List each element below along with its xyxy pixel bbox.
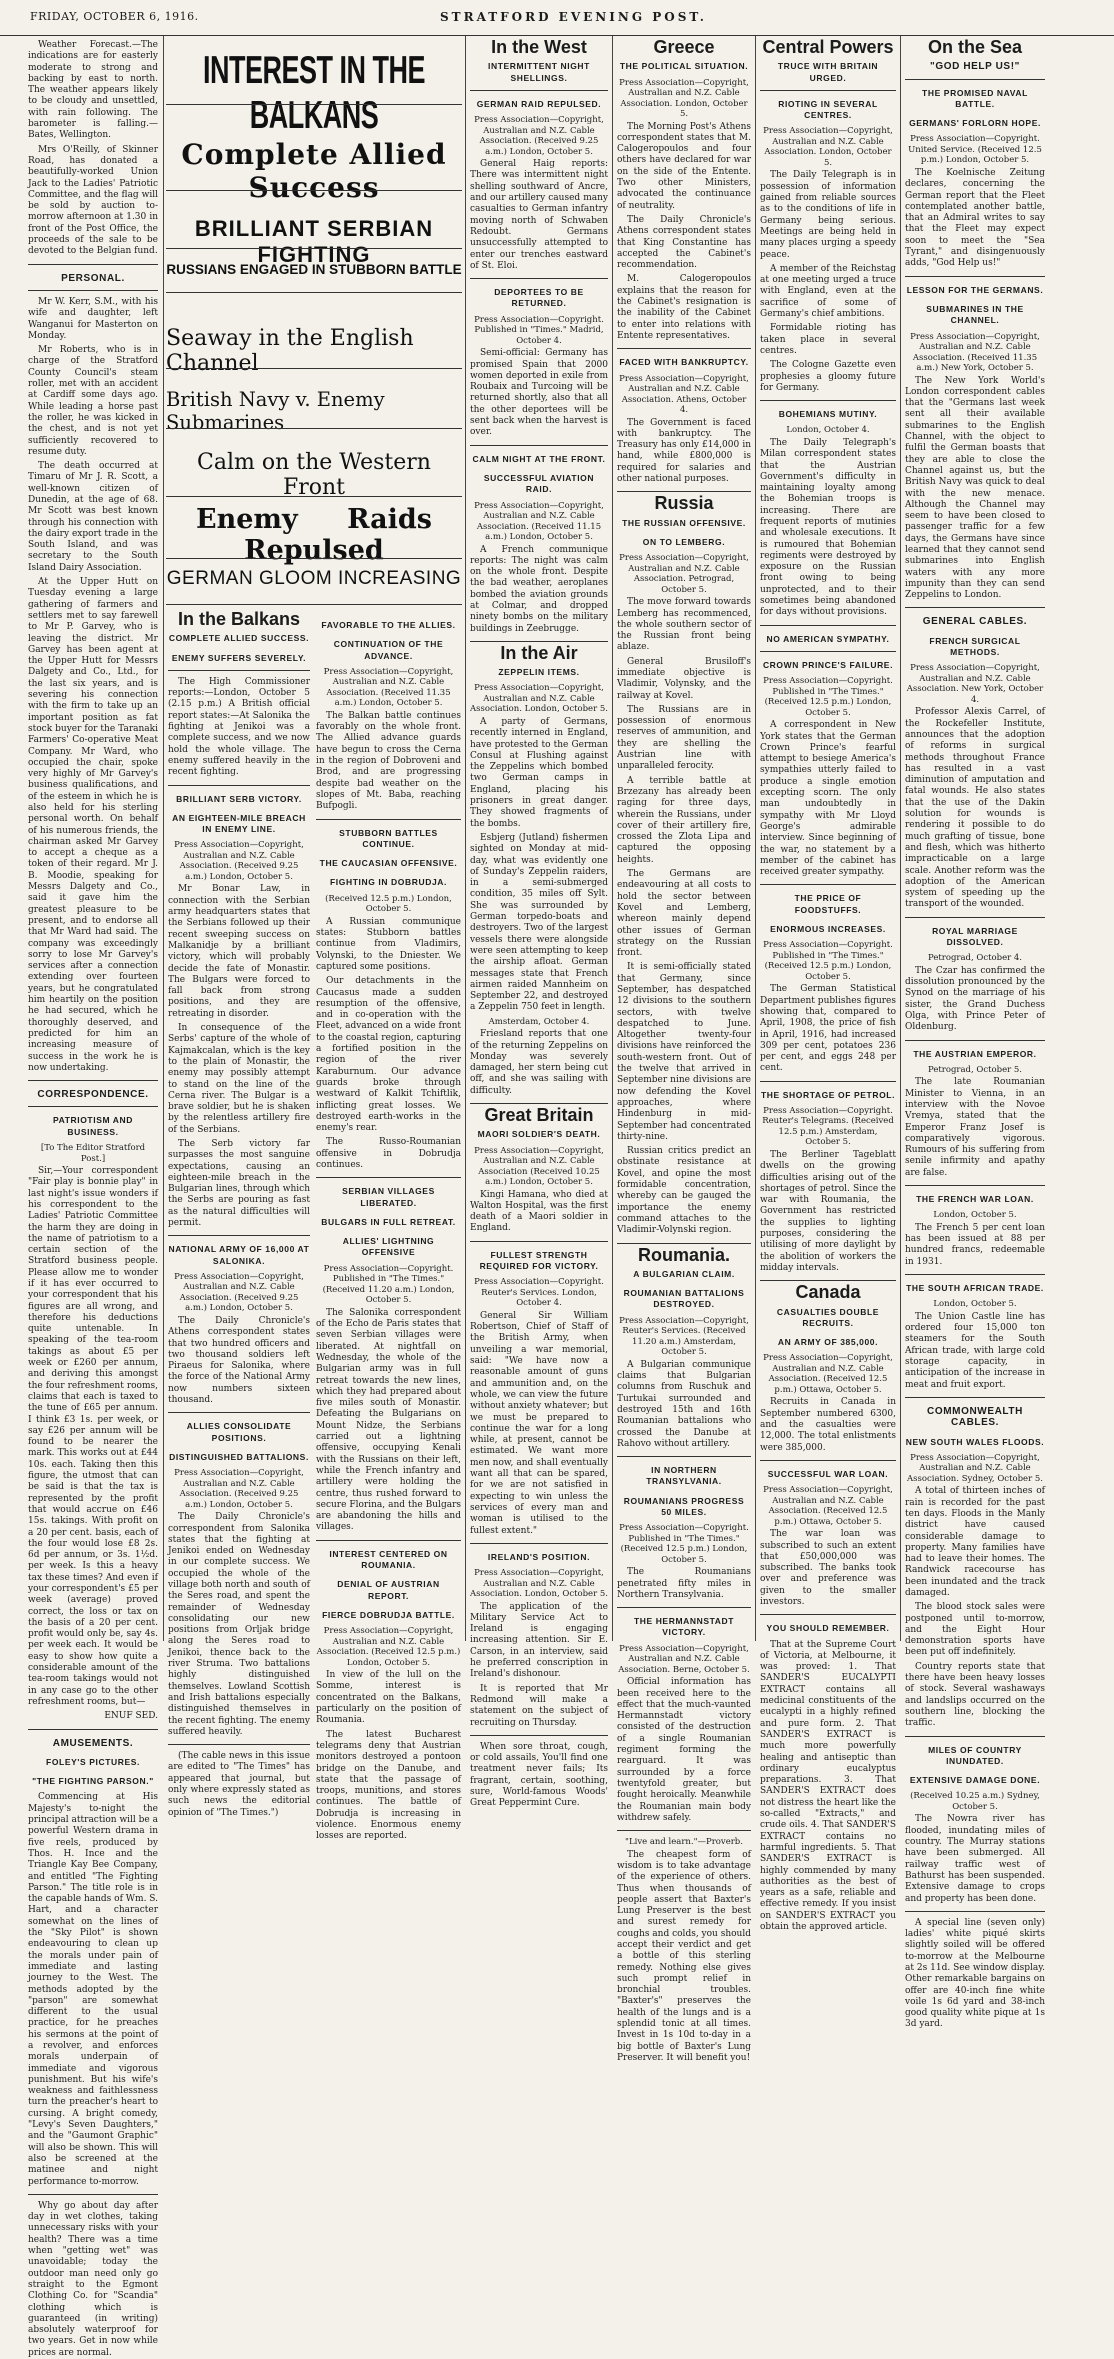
letter-body: Sir,—Your correspondent "Fair play is bonnie play" in last night's issue wonders if his correspondent to the Ladies' Patriotic Committee the harm they are doing in the name of patriotism to a certain section of the Stratford business people. Please allow me to wonder if it has ever occurred to your correspondent that his figures are all wrong, and therefore his deductions quite untenable. In speaking of the tea-room takings as about £5 per week or £260 per annum, and deriving this amongst the four refreshment rooms, claims that each is taxed to the tune of £65 per annum. I think £3 1s. per week, or say £26 per annum will be found to be nearer the mark. This works out at £44 10s. each. Taking then this figure, the utmost that can be said is that the tax is represented by the profit that would accrue on £46 15s. takings. With profit on a 20 per cent. basis, each of the four would lose £8 2s. 6d per annum, or 3s. 1½d. per week. Is this a heavy tax these times? And even if your correspondent's £5 per week (average) proved correct, the loss or tax on the basis of a 20 per cent. profit would only be, say 4s. per week each. It would be easy to show how quite a considerable amount of the tea-room takings would not in any case go to the other refreshment rooms, but—: [28, 1166, 158, 1707]
article-para: The Morning Post's Athens correspondent states that M. Calogeropoulos and four others have declared for war on the side of the Entente. Two other Ministers, advocated the continuance of neutrality.: [617, 121, 751, 211]
press-credit: Press Association—Copyright, Australian and N.Z. Cable Association. (Received 11.35 a.m.) London, October 5.: [323, 666, 454, 709]
article-para: A Russian communique states: Stubborn battles continue from Vladimirs, Volynski, to the Dniester. We captured some positions.: [316, 916, 461, 972]
subhead: THE POLITICAL SITUATION.: [619, 61, 749, 72]
article-para: The Daily Chronicle's Athens correspondent states that King Constantine has accepted the Cabinet's recommendation.: [617, 214, 751, 271]
personal-heading: PERSONAL.: [61, 272, 125, 284]
greece-column: [617, 37, 751, 2063]
subhead: ROYAL MARRIAGE DISSOLVED.: [932, 925, 1018, 948]
article-para: Kingi Hamana, who died at Walton Hospital, was the first death of a Maori soldier in England.: [470, 1189, 608, 1234]
article-para: Friesland reports that one of the returning Zeppelins on Monday was severely damaged, her stern being cut off, and she was sailing with difficulty.: [470, 1029, 608, 1096]
article-para: It is reported that Mr Redmond will make a statement on the subject of recruiting on Thursday.: [470, 1683, 608, 1728]
press-credit: London, October 4.: [786, 425, 870, 436]
article-para: The Koelnische Zeitung declares, concerning the German report that the Fleet contemplated another battle, that an Admiral writes to say that the Fleet may expect soon to meet the "Sea Tyrant," and disingenuously adds, "God Help us!": [905, 167, 1045, 269]
article-para: The Daily Chronicle's correspondent from Salonika states that the fighting at Jenikoi ended on Wednesday in our complete success. We occupied the whole of the village both north and south of the Seres road, and spent the remainder of Wednesday consolidating our new positions from Orljak bridge along the Seres road to Jenikoi, thence back to the river Struma. Two battalions highly distinguished themselves. Lowland Scottish and Irish battalions especially distinguished themselves in the recent fighting. The enemy suffered heavily.: [168, 1512, 310, 1737]
article-para: The Czar has confirmed the dissolution pronounced by the Synod on the marriage of his sister, the Grand Duchess Olga, with Prince Peter of Oldenburg.: [905, 965, 1045, 1033]
subhead: TRUCE WITH BRITAIN URGED.: [777, 61, 879, 83]
subhead: STUBBORN BATTLES CONTINUE.: [339, 827, 438, 849]
article-para: The German Statistical Department publishes figures showing that, compared to April, 1908, the price of fish in April, 1916, had increased 309 per cent, potatoes 236 per cent, and eggs 248 per cent.: [760, 984, 896, 1074]
subhead: MAORI SOLDIER'S DEATH.: [477, 1129, 601, 1140]
column-rule: [612, 36, 613, 1641]
subhead: ENEMY SUFFERS SEVERELY.: [171, 652, 307, 663]
press-credit: Press Association—Copyright, Australian and N.Z. Cable Association. Petrograd, October 5.: [619, 553, 749, 595]
subhead: FACED WITH BANKRUPTCY.: [619, 357, 749, 368]
article-para: The New York World's London correspondent cables that the "Germans last week sent all their available submarines to the English Channel, with the object to fulfil the German boasts that they are able to close the Channel against us, but the British Navy was quick to deal with the new menace. Although the Channel may seem to have been closed to passenger traffic for a few days, the Germans have since learned that they cannot send submarines into English waters with any more impunity than they can send Zeppelins to London.: [905, 375, 1045, 601]
greece-heading: Greece: [653, 37, 715, 57]
subhead: AN ARMY OF 385,000.: [777, 1337, 879, 1348]
article-para: The Russo-Roumanian offensive in Dobrudja continues.: [316, 1137, 461, 1170]
subhead: RIOTING IN SEVERAL CENTRES.: [778, 98, 878, 121]
article-para: The High Commissioner reports:—London, October 5 (2.15 p.m.) A British official report states:—At Salonika the fighting at Jenikoi was a complete success, and we now hold the whole village. The enemy suffered heavily in the recent fighting.: [168, 676, 310, 778]
subhead: CALM NIGHT AT THE FRONT.: [472, 453, 606, 464]
article-para: The Roumanians penetrated fifty miles in Northern Transylvania.: [617, 1567, 751, 1600]
baxters-ad: The cheapest form of wisdom is to take advantage of the experience of others. Thus when thousands of people assert that Baxter's Lung Preserver is the best and surest remedy for coughs and colds, you should accept their verdict and get a bottle of this sterling remedy. Nothing else gives such prompt relief in bronchial troubles. "Baxter's" preserves the health of the lungs and is a splendid tonic at all times. Invest in 1s 10d to-day in a big bottle of Baxter's Lung Preserver. It will benefit you!: [617, 1849, 751, 2063]
article-para: The Government is faced with bankruptcy. The Treasury has only £14,000 in hand, while £800,000 is required for salaries and other national purposes.: [617, 417, 751, 485]
column-rule: [465, 36, 466, 1641]
subhead: BULGARS IN FULL RETREAT.: [321, 1216, 456, 1227]
subhead: SERBIAN VILLAGES LIBERATED.: [342, 1186, 435, 1208]
article-para: The Salonika correspondent of the Echo de Paris states that seven Serbian villages were liberated. At nightfall on Wednesday, the whole of the Bulgarian army was in full retreat towards the new lines, which they had prepared about five miles south of Monastir. Defeating the Bulgarians on Mount Nidze, the Serbians carried out a lightning offensive, occupying Kenali with the Russians on their left, while the French infantry and artillery were holding the centre, thus rushed forward to secure Florina, and the Bulgars are abandoning the hills and villages.: [316, 1307, 461, 1533]
west-column: [470, 37, 608, 1809]
press-credit: Amsterdam, October 4.: [488, 1016, 590, 1027]
article-para: Recruits in Canada in September numbered 6300, and the casualties were 12,000. The total enlistments were 385,000.: [760, 1397, 896, 1453]
article-para: The Germans are endeavouring at all costs to hold the sector between Kovel and Lemberg, whereon mainly depend other issues of German strategy on the Russian front.: [617, 869, 751, 959]
subhead: THE PROMISED NAVAL BATTLE.: [922, 87, 1028, 109]
article-para: The Cologne Gazette even prophesies a gloomy future for Germany.: [760, 360, 896, 393]
correspondence-heading: CORRESPONDENCE.: [37, 1089, 149, 1101]
article-para: The Russians are in possession of enormous reserves of ammunition, and they are shelling the Austrian line with unparalleled ferocity.: [617, 704, 751, 772]
article-para: M. Calogeropoulos explains that the reason for the Cabinet's resignation is the inability of the Cabinet to enter into relations with Entente representatives.: [617, 274, 751, 341]
subhead: CONTINUATION OF THE ADVANCE.: [333, 639, 444, 661]
column-rule: [900, 36, 901, 1641]
roumania-heading: Roumania.: [637, 1244, 730, 1265]
melbourne-skirts-ad: A special line (seven only) ladies' white piqué skirts slightly soiled will be offered to-morrow at the Melbourne at 2s 11d. See window display. Other remarkable bargains on offer are 40-inch fine white voile 1s 6d yard and 38-inch good quality white pique at 1s 3d yard.: [905, 1917, 1045, 2030]
article-para: The latest Bucharest telegrams deny that Austrian monitors destroyed a pontoon bridge on the Danube, and state that the passage of troops, munitions, and stores continues. The battle of Dobrudja is increasing in violence. Enormous enemy losses are reported.: [316, 1729, 461, 1842]
article-para: Formidable rioting has taken place in several centres.: [760, 323, 896, 356]
subhead: INTERMITTENT NIGHT SHELLINGS.: [488, 61, 590, 83]
article-para: The late Roumanian Minister to Vienna, in an interview with the Novoe Vremya, stated that the Emperor Franz Josef is comparatively vigorous. Rumours of his suffering from senile infirmity and apathy are false.: [905, 1077, 1045, 1178]
subhead: THE RUSSIAN OFFENSIVE.: [622, 517, 746, 528]
article-para: The blood stock sales were postponed until to-morrow, and the Eight Hour demonstration sports have been put off indefinitely.: [905, 1602, 1045, 1658]
issue-date: FRIDAY, OCTOBER 6, 1916.: [30, 10, 199, 23]
article-para: A terrible battle at Brzezany has already been raging for three days, wherein the Russians, under cover of their artillery fire, crossed the Zlota Lipa and captured the opposing heights.: [617, 775, 751, 865]
article-para: Russian critics predict an obstinate resistance at Kovel, and opine the most formidable concentration, whereby can be gauged the importance the enemy command attaches to the Vladimir-Volynski region.: [617, 1146, 751, 1236]
subhead: SUBMARINES IN THE CHANNEL.: [926, 303, 1024, 326]
article-para: A total of thirteen inches of rain is recorded for the past ten days. Floods in the Manly district have caused considerable damage to property. Many families have had to leave their homes. The Randwick racecourse has been inundated and the track damaged.: [905, 1486, 1045, 1598]
article-para: Our detachments in the Caucasus made a sudden resumption of the offensive, and in co-operation with the Fleet, advanced on a wide front to the coastal region, capturing a fortified position in the region of the river Karaburnum. Our advance guards broke through westward of Kalkit Tchiftlik, inflicting great losses. We destroyed earth-works in the enemy's rear.: [316, 976, 461, 1134]
press-credit: Press Association—Copyright, Australian and N.Z. Cable Association. London, October 5.: [619, 77, 749, 120]
article-para: A party of Germans, recently interned in England, have protested to the German Consul at Flushing against the Zeppelins which bombed two German camps in England, placing his prisoners in great danger. They showed fragments of the bombs.: [470, 716, 608, 829]
article-para: A correspondent in New York states that the German Crown Prince's fearful attempt to besiege America's sympathies utterly failed to produce a single emotion excepting scorn. The only man undoubtedly in sympathy with Mr Lloyd George's admirable interview. Since beginning of the war, no statement by a member of the cabinet has received greater sympathy.: [760, 720, 896, 878]
press-credit: Press Association—Copyright, Australian and N.Z. Cable Association. (Received 9.25 a.m.) London, October 5.: [174, 840, 304, 882]
subhead: THE AUSTRIAN EMPEROR.: [913, 1048, 1037, 1059]
subhead: GERMAN RAID REPULSED.: [476, 98, 602, 109]
sea-column: [905, 37, 1045, 2030]
press-credit: Press Association—Copyright, Australian and N.Z. Cable Association. (Received 9.25 a.m.) London, October 5.: [474, 115, 604, 157]
subhead: ALLIES CONSOLIDATE POSITIONS.: [186, 1421, 292, 1443]
press-credit: Press Association—Copyright, Australian and N.Z. Cable Association. New York, October 4.: [906, 663, 1044, 705]
proverb-quote: "Live and learn."—Proverb.: [625, 1837, 743, 1848]
paper-title: STRATFORD EVENING POST.: [440, 10, 707, 24]
press-credit: Press Association—Copyright, Australian and N.Z. Cable Association. Athens, October 4.: [619, 373, 749, 416]
subhead: BOHEMIANS MUTINY.: [778, 409, 878, 420]
headline-german-gloom: GERMAN GLOOM INCREASING: [166, 568, 462, 589]
canada-heading: Canada: [795, 1282, 861, 1303]
left-column: [28, 40, 158, 2358]
article-para: The Nowra river has flooded, inundating miles of country. The Murray stations have been submerged. All railway traffic west of Bathurst has been suspended. Extensive damage to crops and property has been done.: [905, 1814, 1045, 1904]
masthead: [0, 0, 1114, 36]
patriotism-heading: PATRIOTISM AND BUSINESS.: [52, 1115, 133, 1137]
press-credit: Press Association—Copyright. United Service. (Received 12.5 p.m.) London, October 5.: [908, 134, 1042, 166]
subhead: AN EIGHTEEN-MILE BREACH IN ENEMY LINE.: [172, 812, 306, 835]
central-powers-heading: Central Powers: [762, 37, 894, 57]
press-credit: Press Association—Copyright. Published in "The Times." (Received 12.5 p.m.) London, October 5.: [763, 676, 893, 718]
scott-item: The death occurred at Timaru of Mr J. R. Scott, a well-known citizen of Dunedin, at the age of 68. Mr Scott was best known through his connection with the dairy export trade in the South Island, and was secretary to the South Island Dairy Association.: [28, 461, 158, 573]
subhead: ZEPPELIN ITEMS.: [498, 667, 580, 678]
russia-heading: Russia: [654, 493, 714, 514]
article-para: Esbjerg (Jutland) fishermen sighted on Monday at mid-day, what was evidently one of Sunday's Zeppelin raiders, in a semi-submerged condition, 35 miles off Sylt. She was surrounded by German torpedo-boats and destroyers. Two of the largest vessels there were alongside were seen attempting to keep the airship afloat. German messages state that French airmen raided Mannheim on September 22, and destroyed a Zeppelin 750 feet in length.: [470, 832, 608, 1013]
press-credit: Press Association—Copyright, Australian and N.Z. Cable Association. (Received 12.5 p.m.) Ottawa, October 5.: [763, 1485, 893, 1527]
subhead: FIGHTING IN DOBRUDJA.: [330, 877, 447, 888]
article-para: A Bulgarian communique claims that Bulgarian columns from Ruschuk and Turtukai surrounded and destroyed 15th and 16th Roumanian battalions who crossed the Danube at Rahovo without artillery.: [617, 1359, 751, 1449]
subhead: NATIONAL ARMY OF 16,000 AT SALONIKA.: [168, 1244, 310, 1266]
article-para: Professor Alexis Carrel, of the Rockefeller Institute, announces that the adoption of reforms in surgical methods throughout France has resulted in a vast diminution of amputation and fatal wounds. He also states that the use of the Dakin solution for wounds is rendering it possible to do much grafting of tissue, bone and flesh, which was hitherto impracticable on a large scale. Another reform was the adoption of the American system of speeding up the transport of the wounded.: [905, 707, 1045, 910]
press-credit: Press Association—Copyright, Australian and N.Z. Cable Association. (Received 12.5 p.m.) London, October 5.: [316, 1626, 461, 1668]
press-credit: Petrograd, October 5.: [928, 1064, 1022, 1075]
subhead: SUCCESSFUL AVIATION RAID.: [483, 472, 595, 495]
article-para: A member of the Reichstag at one meeting urged a truce with England, even at the sacrifice of some of Germany's chief ambitions.: [760, 263, 896, 320]
headline-seaway: Seaway in the English Channel: [166, 326, 414, 376]
press-credit: Press Association—Copyright. Published in "The Times." (Received 12.5 p.m.) London, October 5.: [619, 1523, 749, 1565]
article-para: The move forward towards Lemberg has recommenced, the whole southern sector of the Russian front being ablaze.: [617, 597, 751, 653]
column-rule: [755, 36, 756, 1641]
article-para: The application of the Military Service Act to Ireland is engaging increasing attention. Sir E. Carson, in an interview, said he preferred conscription in Ireland's dishonour.: [470, 1601, 608, 1680]
subhead: DENIAL OF AUSTRIAN REPORT.: [337, 1579, 440, 1601]
press-credit: Press Association—Copyright, Australian and N.Z. Cable Association (Received 10.25 a.m.) London, October 5.: [474, 1145, 604, 1188]
editorial-note: (The cable news in this issue are edited to "The Times" has appeared that journal, but only where expressly stated as such news the editorial opinion of "The Times."): [168, 1751, 310, 1818]
headline-serbian-fighting: BRILLIANT SERBIAN FIGHTING: [194, 216, 434, 267]
subhead: DEPORTEES TO BE RETURNED.: [494, 287, 584, 309]
headline-balkans: INTEREST IN THE BALKANS: [202, 48, 425, 137]
press-credit: Press Association—Copyright. Published in "Times." Madrid, October 4.: [474, 314, 604, 346]
headline-russians-battle: RUSSIANS ENGAGED IN STUBBORN BATTLE: [166, 262, 462, 277]
amusements-heading: AMUSEMENTS.: [52, 1737, 134, 1749]
article-para: In view of the lull on the Somme, interest is concentrated on the Balkans, particularly on the position of Roumania.: [316, 1670, 461, 1726]
subhead: FAVORABLE TO THE ALLIES.: [321, 620, 456, 630]
article-para: The Daily Telegraph's Milan correspondent states that the Austrian Government's difficulty in maintaining loyalty among the Bohemian troops is increasing. There are frequent reports of mutinies and wholesale executions. It is rumoured that Bohemian regiments were destroyed by exposure on the Russian front owing to being unprotected, and to their sometimes being abandoned for days without provisions.: [760, 437, 896, 618]
kerr-item: Mr W. Kerr, S.M., with his wife and daughter, left Wanganui for Masterton on Monday.: [28, 296, 158, 341]
subhead: ENORMOUS INCREASES.: [770, 924, 886, 935]
letter-signature: ENUF SED.: [104, 1711, 158, 1722]
subhead: THE PRICE OF FOODSTUFFS.: [794, 893, 862, 915]
peppermint-cure-ad: When sore throat, cough, or cold assails, You'll find one treatment never fails; Its fragrant, certain, soothing, sure, World-famous Woods' Great Peppermint Cure.: [470, 1741, 608, 1809]
press-credit: Press Association—Copyright, Australian and N.Z. Cable Association. (Received 9.25 a.m.) London, October 5.: [174, 1271, 304, 1314]
subhead: FRENCH SURGICAL METHODS.: [929, 635, 1021, 658]
subhead: THE SOUTH AFRICAN TRADE.: [906, 1283, 1044, 1294]
subhead: CROWN PRINCE'S FAILURE.: [762, 659, 894, 670]
fighting-parson-item: Commencing at His Majesty's to-night the principal attraction will be a powerful Western drama in five reels, produced by Thos. H. Ince and the Triangle Kay Bee Company, and entitled "The Fighting Parson." The title role is in the capable hands of Wm. S. Hart, and a character somewhat on the lines of the "Sky Pilot" is shown endeavouring to clean up the morals under pain of immediate and lasting journey to the West. The methods adopted by the "parson" are somewhat different to the usual practice, for he preaches his sermons at the point of a revolver, and enforces morals underpain of immediate and vigorous punishment. But his wife's weakness and faithlessness turn the preacher's heart to cursing. A bright comedy, "Levy's Seven Daughters," and the "Gaumont Graphic" will also be shown. This will also be screened at the matinee and night performance to-morrow.: [28, 1792, 158, 2187]
article-para: Official information has been received here to the effect that the much-vaunted Hermannstadt victory consisted of the destruction of a single Roumanian regiment forming the rearguard. It was surrounded by a force twentyfold greater, but fought heroically. Meanwhile the Roumanian main body withdrew safely.: [617, 1677, 751, 1823]
subhead: THE SHORTAGE OF PETROL.: [760, 1089, 896, 1100]
subhead: LESSON FOR THE GERMANS.: [906, 284, 1044, 295]
headline-western-front: Calm on the Western Front: [197, 450, 431, 500]
subhead: ALLIES' LIGHTNING OFFENSIVE: [342, 1236, 435, 1258]
roberts-item: Mr Roberts, who is in charge of the Stratford County Council's steam roller, met with an accident at Cardiff some days ago. While leading a horse past the roller, he was kicked in the chest, and is not yet sufficiently recovered to resume duty.: [28, 345, 158, 457]
press-credit: Press Association—Copyright, Reuter's Services. (Received 11.20 a.m.) Amsterdam, October 5.: [619, 1315, 749, 1358]
subhead: FULLEST STRENGTH REQUIRED FOR VICTORY.: [479, 1249, 599, 1272]
subhead: INTEREST CENTERED ON ROUMANIA.: [329, 1548, 448, 1570]
balkans-column-2: [316, 612, 461, 1842]
press-credit: London, October 5.: [933, 1210, 1017, 1221]
press-credit: (Received 12.5 p.m.) London, October 5.: [325, 893, 452, 915]
article-para: It is semi-officially stated that Germany, since September, has despatched 12 divisions to the southern sectors, with twelve despatched to June. Altogether twenty-four divisions have reinforced the south-western front. Out of the twelve that arrived in September nine divisions are now defending the Kovel approaches, where Hindenburg in mid-September had concentrated thirty-nine.: [617, 962, 751, 1142]
article-para: General Haig reports: There was intermittent night shelling southward of Ancre, and our artillery caused many casualties to German infantry moving north of Schwaben Redoubt. Germans unsuccessfully attempted to enter our trenches eastward of St. Eloi.: [470, 159, 608, 271]
subhead: DISTINGUISHED BATTALIONS.: [169, 1451, 309, 1462]
foleys-heading: FOLEY'S PICTURES.: [46, 1756, 140, 1767]
subhead: "GOD HELP US!": [930, 61, 1020, 73]
subhead: ROUMANIAN BATTALIONS DESTROYED.: [623, 1288, 745, 1310]
subhead: NO AMERICAN SYMPATHY.: [766, 633, 890, 644]
letter-address: [To The Editor Stratford Post.]: [40, 1143, 146, 1164]
great-britain-heading: Great Britain: [484, 1104, 594, 1125]
subhead: THE FRENCH WAR LOAN.: [916, 1194, 1034, 1205]
west-heading: In the West: [491, 37, 587, 57]
article-para: General Brusiloff's immediate objective is Vladimir, Volynsky, and the railway at Kovel.: [617, 656, 751, 701]
press-credit: Press Association—Copyright, Australian and N.Z. Cable Association. (Received 12.5 p.m.) Ottawa, October 5.: [763, 1353, 893, 1395]
press-credit: Press Association—Copyright. Reuter's Services. London, October 4.: [474, 1277, 604, 1309]
subhead: GENERAL CABLES.: [922, 616, 1028, 628]
press-credit: Petrograd, October 4.: [928, 953, 1022, 964]
article-para: Semi-official: Germany has promised Spain that 2000 women deported in exile from Roubaix and Turcoing will be returned shortly, also that all the other deportees will be sent back when the harvest is over.: [470, 348, 608, 438]
balkans-column: [168, 609, 310, 1818]
press-credit: Press Association—Copyright, Australian and N.Z. Cable Association. Sydney, October 5.: [907, 1452, 1043, 1484]
oreilly-item: Mrs O'Reilly, of Skinner Road, has donated a beautifully-worked Union Jack to the Ladies' Patriotic Committee, and the flag will be sold by auction to-morrow afternoon at 1.30 in front of the Post Office, the proceeds of the sale to be devoted to the Belgian fund.: [28, 144, 158, 257]
headline-navy-submarines: British Navy v. Enemy Submarines: [166, 388, 385, 434]
article-para: The Serb victory far surpasses the most sanguine expectations, causing an eighteen-mile breach in the Bulgarian lines, through which the Serbs are pouring as fast as the natural difficulties will permit.: [168, 1138, 310, 1229]
article-para: Mr Bonar Law, in connection with the Serbian army headquarters states that the Serbians followed up their recent sweeping success on Malkanidje by a brilliant victory, which will probably decide the fate of Monastir. The Bulgars were forced to fall back from strong positions, and they are retreating in disorder.: [168, 884, 310, 1019]
headline-allied-success: Complete Allied Success: [181, 138, 447, 204]
article-para: General Sir William Robertson, Chief of Staff of the British Army, when unveiling a war memorial, said: "We have now a reasonable amount of guns and ammunition and, on the whole, we can view the future without anxiety whatever; but we must be prepared to continue the war for a long while, at present, cannot be estimated. We want more men now, and shall eventually want all that can be spared, for we are not satisfied in expecting to win unless the services of every man and woman is utilised to the fullest extent.": [470, 1310, 608, 1536]
subhead: ROUMANIANS PROGRESS 50 MILES.: [623, 1495, 745, 1517]
press-credit: Press Association—Copyright, Australian and N.Z. Cable Association. London, October 5.: [470, 683, 608, 715]
press-credit: Press Association—Copyright, Australian and N.Z. Cable Association. (Received 11.15 a.m.) London, October 5.: [474, 500, 604, 543]
press-credit: Press Association—Copyright, Australian and N.Z. Cable Association. Berne, October 5.: [618, 1643, 750, 1675]
central-powers-column: [760, 37, 896, 1933]
subhead: IRELAND'S POSITION.: [487, 1551, 591, 1562]
subhead: THE CAUCASIAN OFFENSIVE.: [319, 858, 458, 869]
column-rule: [163, 36, 164, 1641]
article-para: The Daily Telegraph is in possession of information gained from reliable sources as to the conditions of life in Germany being serious. Meetings are being held in many places urging a speedy peace.: [760, 170, 896, 260]
egmont-clothing-ad: Why go about day after day in wet clothes, taking unnecessary risks with your health? There was a time when "getting wet" was unavoidable; today the outdoor man need only go straight to the Egmont Clothing Co. for "Scandia" clothing which is guaranteed (in writing) absolutely waterproof for two years. Get in now while prices are normal.: [28, 2200, 158, 2358]
subhead: COMPLETE ALLIED SUCCESS.: [168, 633, 310, 644]
balkans-heading: In the Balkans: [177, 609, 301, 629]
article-para: In consequence of the Serbs' capture of the whole of Kajmakcalan, which is the key to the plain of Monastir, the enemy may possibly attempt to stand on the line of the Cerna river. The Bulgar is a brave soldier, but he is shaken by the relentless artillery fire of the Serbians.: [168, 1023, 310, 1135]
headline-enemy-raids: Enemy Raids Repulsed: [196, 504, 432, 566]
article-para: The Berliner Tageblatt dwells on the growing difficulties arising out of the shortages of petrol. Since the war with Roumania, the Government has restricted the supplies to lighting purposes, considering the utilising of more daylight by the abolition of workers the midday intervals.: [760, 1149, 896, 1273]
subhead: THE HERMANNSTADT VICTORY.: [633, 1616, 735, 1638]
subhead: EXTENSIVE DAMAGE DONE.: [909, 1775, 1041, 1786]
article-para: The war loan was subscribed to such an extent that £50,000,000 was subscribed. The banks took over and preference was given to the smaller investors.: [760, 1529, 896, 1607]
subhead: GERMANS' FORLORN HOPE.: [909, 118, 1041, 129]
press-credit: Press Association—Copyright. Published in "The Times." (Received 11.20 a.m.) London, October 5.: [322, 1263, 455, 1306]
press-credit: (Received 10.25 a.m.) Sydney, October 5.: [910, 1791, 1040, 1812]
air-heading: In the Air: [500, 642, 578, 663]
article-para: The Daily Chronicle's Athens correspondent states that two hundred officers and two thousand soldiers left Piraeus for Salonika, where the force of the National Army now numbers sixteen thousand.: [168, 1315, 310, 1406]
garvey-item: At the Upper Hutt on Tuesday evening a large gathering of farmers and settlers met to say farewell to Mr P. Garvey, who is leaving the district. Mr Garvey has been agent at the Upper Hutt for Messrs Dalgety and Co., Ltd., for the last six years, and is severing his connection with the firm to take up an important position as fat stock buyer for the Taranaki Farmers' Co-operative Meat Company. Mr Ward, who occupied the chair, spoke very highly of Mr Garvey's business qualifications, and of the esteem in which he is also held for his sterling personal worth. On behalf of his numerous friends, the chairman asked Mr Garvey to accept a cheque as a token of their regard. Mr J. B. Moodie, speaking for Messrs Dalgety and Co., said it gave him the greatest pleasure to be present, and to endorse all that Mr Ward had said. The company was exceedingly sorry to lose Mr Garvey's services after a connection extending over fourteen years, but he congratulated him heartily on the position he had secured, which he thoroughly deserved, and predicted for him an increasing measure of success in the work he is now undertaking.: [28, 577, 158, 1073]
article-para: The French 5 per cent loan has been issued at 88 per hundred francs, redeemable in 1931.: [905, 1222, 1045, 1267]
subhead: COMMONWEALTH CABLES.: [927, 1405, 1023, 1429]
subhead: A BULGARIAN CLAIM.: [633, 1268, 735, 1279]
subhead: IN NORTHERN TRANSYLVANIA.: [646, 1465, 722, 1487]
subhead: YOU SHOULD REMEMBER.: [766, 1623, 890, 1634]
article-para: The Union Castle line has ordered four 15,000 ton steamers for the South African trade, with large cold storage capacity, in anticipation of the increase in meat and fruit export.: [905, 1311, 1045, 1390]
subhead: NEW SOUTH WALES FLOODS.: [905, 1436, 1045, 1447]
fighting-parson-heading: "THE FIGHTING PARSON.": [32, 1776, 154, 1787]
article-para: A French communique reports: The night was calm on the whole front. Despite the bad weather, aeroplanes bombed the aviation grounds at Colmar, and dropped ninety bombs on the military buildings in Zeebrugge.: [470, 544, 608, 634]
press-credit: Press Association—Copyright, Australian and N.Z. Cable Association. (Received 9.25 a.m.) London, October 5.: [174, 1468, 304, 1510]
press-credit: Press Association—Copyright, Australian and N.Z. Cable Association. (Received 11.35 a.m.) New York, October 5.: [910, 331, 1040, 374]
subhead: CASUALTIES DOUBLE RECRUITS.: [776, 1306, 880, 1328]
article-para: The Balkan battle continues favorably on the whole front. The Allied advance guards have begun to cross the Cerna in the region of Dobroveni and Brod, and are progressing despite bad weather on the slopes of Mt. Baba, reaching Bufpogli.: [316, 710, 461, 812]
subhead: SUCCESSFUL WAR LOAN.: [767, 1468, 889, 1479]
press-credit: Press Association—Copyright. Reuter's Telegrams. (Received 12.5 p.m.) Amsterdam, October 5.: [762, 1105, 894, 1148]
sea-heading: On the Sea: [927, 37, 1023, 57]
press-credit: Press Association—Copyright, Australian and N.Z. Cable Association. London, October 5.: [470, 1568, 608, 1600]
press-credit: London, October 5.: [933, 1299, 1017, 1310]
press-credit: Press Association—Copyright. Published in "The Times." (Received 12.5 p.m.) London, October 5.: [763, 940, 893, 982]
subhead: MILES OF COUNTRY INUNDATED.: [928, 1744, 1022, 1766]
weather-forecast: Weather Forecast.—The indications are for easterly moderate to strong and backing by east to north. The weather appears likely to be cloudy and unsettled, with rain following. The barometer is falling.—Bates, Wellington.: [28, 40, 158, 141]
subhead: ON TO LEMBERG.: [642, 536, 726, 547]
press-credit: Press Association—Copyright, Australian and N.Z. Cable Association. London, October 5.: [763, 126, 893, 168]
subhead: FIERCE DOBRUDJA BATTLE.: [322, 1609, 455, 1620]
subhead: BRILLIANT SERB VICTORY.: [176, 793, 302, 804]
sanders-extract-ad: That at the Supreme Court of Victoria, at Melbourne, it was proved: 1. That SANDER'S EUCALYPTI EXTRACT contains all medicinal constituents of the eucalypti in a highly refined and pure form. 2. That SANDER'S EXTRACT is much more powerfully healing and antiseptic than ordinary eucalyptus preparations. 3. That SANDER'S EXTRACT does not distress the heart like the so-called "Extracts," and crude oils. 4. That SANDER'S EXTRACT contains no harmful ingredients. 5. That SANDER'S EXTRACT is highly commended by many authorities as the best of years as a safe, reliable and effective remedy. If you insist on SANDER'S EXTRACT you obtain the approved article.: [760, 1639, 896, 1933]
article-para: Country reports state that there have been heavy losses of stock. Several washaways and landslips occurred on the southern line, blocking the traffic.: [905, 1661, 1045, 1729]
